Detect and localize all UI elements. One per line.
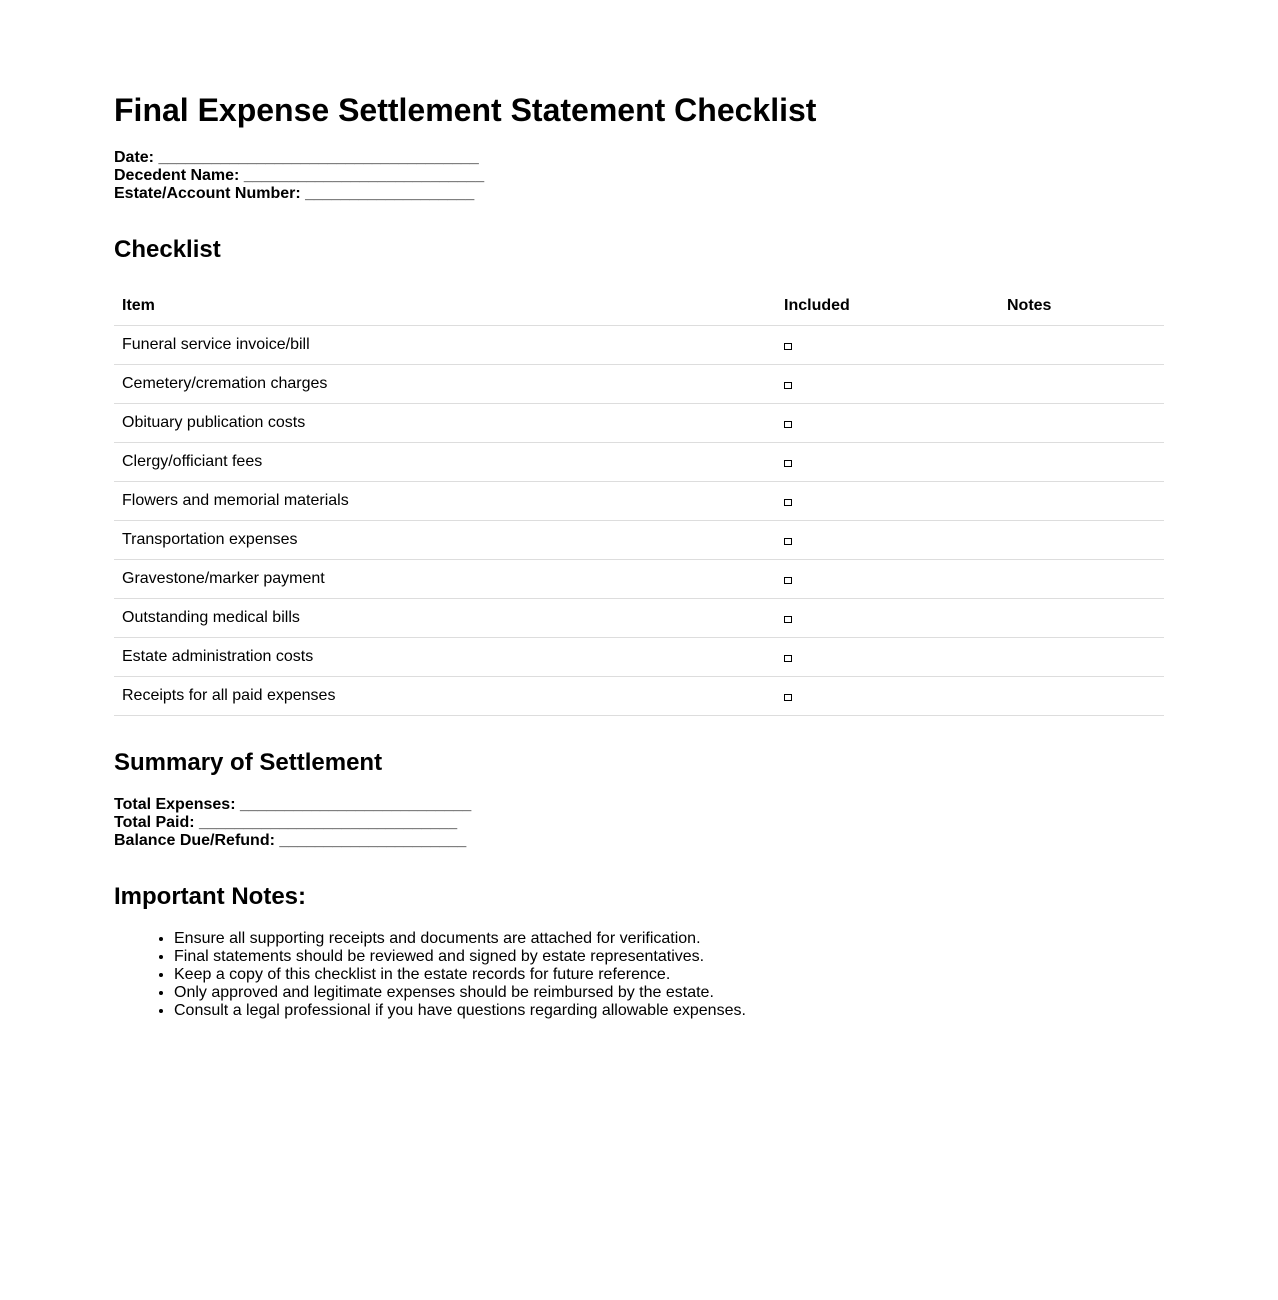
list-item: • Keep a copy of this checklist in the estate records for future reference. xyxy=(174,966,746,984)
list-item: • Consult a legal professional if you have questions regarding allowable expenses. xyxy=(174,1002,746,1020)
field-label: Date: xyxy=(114,149,155,166)
table-row xyxy=(114,599,1164,638)
date-field xyxy=(114,149,484,167)
field-blank: _____________________ xyxy=(279,832,467,849)
field-blank: __________________________ xyxy=(239,796,472,813)
decedent-name-field xyxy=(114,167,484,185)
included-cell xyxy=(776,677,999,716)
summary-heading: Summary of Settlement xyxy=(114,749,383,776)
included-cell xyxy=(776,404,999,443)
included-cell xyxy=(776,326,999,365)
notes-cell[interactable] xyxy=(999,326,1164,365)
table-header-row xyxy=(114,287,1164,326)
included-cell xyxy=(776,443,999,482)
included-checkbox[interactable] xyxy=(784,538,792,545)
field-blank: ____________________________________ xyxy=(158,149,479,166)
included-checkbox[interactable] xyxy=(784,460,792,467)
field-label: Total Paid: xyxy=(114,814,195,831)
notes-cell[interactable] xyxy=(999,443,1164,482)
included-cell xyxy=(776,521,999,560)
notes-cell[interactable] xyxy=(999,560,1164,599)
total-expenses-field xyxy=(114,796,471,814)
page-title: Final Expense Settlement Statement Checklist xyxy=(114,92,817,128)
field-label: Total Expenses: xyxy=(114,796,236,813)
included-cell xyxy=(776,365,999,404)
table-row xyxy=(114,677,1164,716)
field-label: Decedent Name: xyxy=(114,167,240,184)
notes-cell[interactable] xyxy=(999,599,1164,638)
table-row xyxy=(114,443,1164,482)
included-checkbox[interactable] xyxy=(784,655,792,662)
checklist-item-label: Estate administration costs xyxy=(114,638,776,677)
field-blank: ___________________________ xyxy=(243,167,485,184)
included-cell xyxy=(776,482,999,521)
included-cell xyxy=(776,638,999,677)
included-checkbox[interactable] xyxy=(784,382,792,389)
included-checkbox[interactable] xyxy=(784,577,792,584)
list-item: • Ensure all supporting receipts and documents are attached for verification. xyxy=(174,930,746,948)
list-item: • Only approved and legitimate expenses should be reimbursed by the estate. xyxy=(174,984,746,1002)
field-label: Balance Due/Refund: xyxy=(114,832,275,849)
included-cell xyxy=(776,560,999,599)
balance-due-refund-field xyxy=(114,832,471,850)
included-checkbox[interactable] xyxy=(784,421,792,428)
table-row xyxy=(114,560,1164,599)
header-fields xyxy=(114,149,484,203)
notes-cell[interactable] xyxy=(999,482,1164,521)
checklist-item-label: Funeral service invoice/bill xyxy=(114,326,776,365)
column-header-included: Included xyxy=(776,287,999,326)
included-checkbox[interactable] xyxy=(784,499,792,506)
included-checkbox[interactable] xyxy=(784,694,792,701)
notes-cell[interactable] xyxy=(999,521,1164,560)
field-blank: ___________________ xyxy=(305,185,475,202)
total-paid-field xyxy=(114,814,471,832)
checklist-item-label: Cemetery/cremation charges xyxy=(114,365,776,404)
column-header-item: Item xyxy=(114,287,776,326)
important-notes-heading: Important Notes: xyxy=(114,883,306,910)
table-row xyxy=(114,326,1164,365)
checklist-item-label: Obituary publication costs xyxy=(114,404,776,443)
notes-cell[interactable] xyxy=(999,638,1164,677)
included-cell xyxy=(776,599,999,638)
table-row xyxy=(114,482,1164,521)
checklist-item-label: Outstanding medical bills xyxy=(114,599,776,638)
checklist-item-label: Transportation expenses xyxy=(114,521,776,560)
notes-cell[interactable] xyxy=(999,677,1164,716)
checklist-heading: Checklist xyxy=(114,236,221,263)
field-blank: _____________________________ xyxy=(199,814,458,831)
table-row xyxy=(114,365,1164,404)
important-notes-list xyxy=(114,930,746,1020)
estate-account-number-field xyxy=(114,185,484,203)
table-row xyxy=(114,404,1164,443)
checklist-table xyxy=(114,287,1164,716)
notes-cell[interactable] xyxy=(999,365,1164,404)
list-item: • Final statements should be reviewed and signed by estate representatives. xyxy=(174,948,746,966)
checklist-item-label: Clergy/officiant fees xyxy=(114,443,776,482)
checklist-item-label: Receipts for all paid expenses xyxy=(114,677,776,716)
notes-cell[interactable] xyxy=(999,404,1164,443)
checklist-item-label: Gravestone/marker payment xyxy=(114,560,776,599)
checklist-body xyxy=(114,326,1164,716)
included-checkbox[interactable] xyxy=(784,616,792,623)
summary-fields xyxy=(114,796,471,850)
table-row xyxy=(114,521,1164,560)
table-row xyxy=(114,638,1164,677)
checklist-item-label: Flowers and memorial materials xyxy=(114,482,776,521)
column-header-notes: Notes xyxy=(999,287,1164,326)
field-label: Estate/Account Number: xyxy=(114,185,301,202)
included-checkbox[interactable] xyxy=(784,343,792,350)
